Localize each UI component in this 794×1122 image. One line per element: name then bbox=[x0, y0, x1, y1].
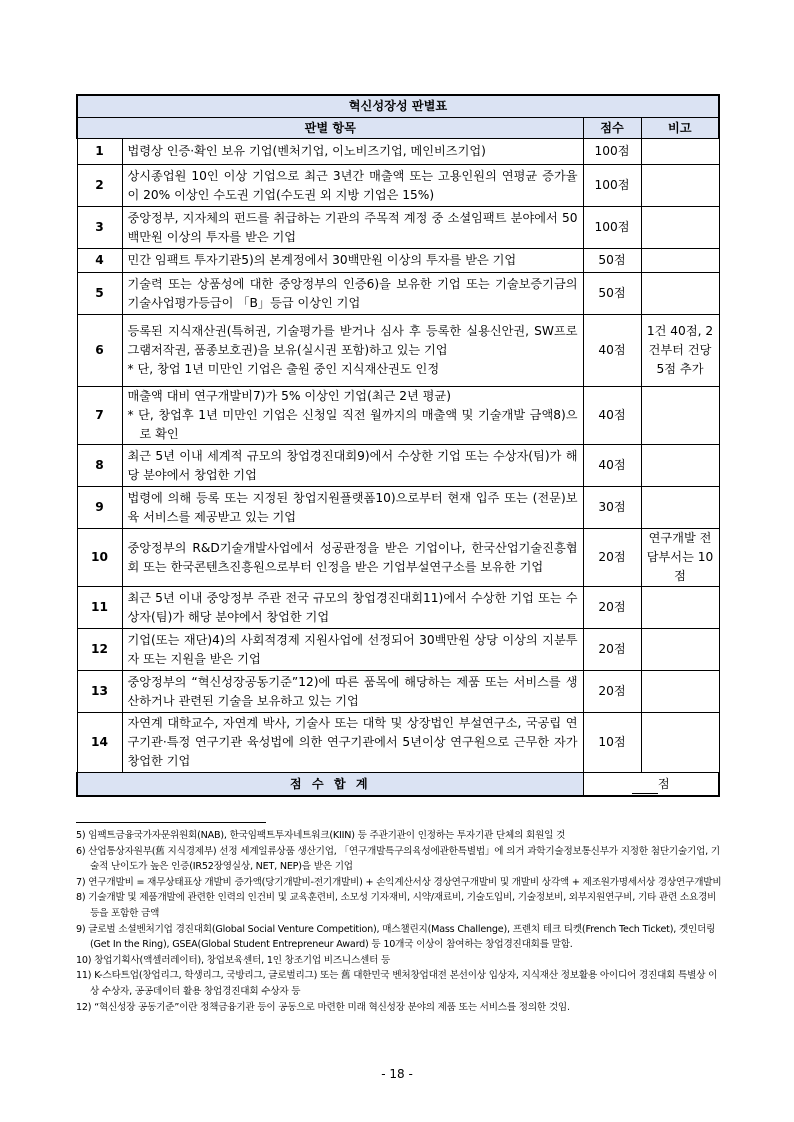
footnote: 9) 글로벌 소셜벤처기업 경진대회(Global Social Venture Competition), 매스챌린지(Mass Challenge), 프렌치 테크 티켓(French Tech Ticket), 겟인더링(Get In the Ring), GSEA(Global Student Entrepreneur Award) 등 10개국 이상이 참여하는 창업경진대회를 말함. bbox=[76, 923, 716, 951]
row-note bbox=[641, 629, 719, 671]
row-criteria bbox=[122, 249, 583, 273]
row-number: 12 bbox=[77, 629, 122, 671]
criteria-exception-note: * 단, 창업후 1년 미만인 기업은 신청일 직전 월까지의 매출액 및 기술개발 금액8)으로 확인 bbox=[127, 408, 578, 441]
footnote: 5) 임팩트금융국가자문위원회(NAB), 한국임팩트투자네트워크(KIIN) 등 주관기관이 인정하는 투자기관 단체의 회원일 것 bbox=[76, 830, 566, 841]
row-criteria bbox=[122, 629, 583, 671]
row-score: 100점 bbox=[583, 165, 641, 207]
row-score: 10점 bbox=[583, 713, 641, 773]
row-note bbox=[641, 249, 719, 273]
table-row bbox=[77, 249, 719, 273]
row-number: 14 bbox=[77, 713, 122, 773]
row-criteria bbox=[122, 587, 583, 629]
criteria-text: 상시종업원 10인 이상 기업으로 최근 3년간 매출액 또는 고용인원의 연평균 증가율이 20% 이상인 수도권 기업(수도권 외 지방 기업은 15%) bbox=[127, 168, 578, 202]
row-number: 6 bbox=[77, 315, 122, 387]
footnotes bbox=[76, 828, 722, 1015]
innovation-growth-assessment-table bbox=[76, 94, 720, 797]
page-number: - 18 - bbox=[381, 1067, 413, 1081]
row-criteria bbox=[122, 445, 583, 487]
row-number: 13 bbox=[77, 671, 122, 713]
row-criteria bbox=[122, 671, 583, 713]
row-note bbox=[641, 671, 719, 713]
criteria-text: 중앙정부의 R&D기술개발사업에서 성공판정을 받은 기업이나, 한국산업기술진흥협회 또는 한국콘텐츠진흥원으로부터 인정을 받은 기업부설연구소를 보유한 기업 bbox=[127, 540, 578, 574]
row-score: 100점 bbox=[583, 139, 641, 165]
row-criteria bbox=[122, 529, 583, 587]
row-number: 4 bbox=[77, 249, 122, 273]
row-score: 100점 bbox=[583, 207, 641, 249]
footnote: 6) 산업통상자원부(舊 지식경제부) 선정 세계일류상품 생산기업, 「연구개발특구의육성에관한특별법」에 의거 과학기술정보통신부가 지정한 첨단기술기업, 기술적 난이도가 높은 인증(IR52장영실상, NET, NEP)을 받은 기업 bbox=[76, 845, 720, 873]
header-note: 비고 bbox=[641, 118, 719, 139]
footnote: 11) K-스타트업(창업리그, 학생리그, 국방리그, 글로벌리그) 또는 舊 대한민국 벤처창업대전 본선이상 입상자, 지식재산 정보활용 아이디어 경진대회 특별상 이상 수상자, 공공데이터 활용 창업경진대회 수상자 등 bbox=[76, 970, 718, 997]
criteria-text: 법령상 인증·확인 보유 기업(벤처기업, 이노비즈기업, 메인비즈기업) bbox=[127, 144, 486, 158]
row-score: 40점 bbox=[583, 445, 641, 487]
row-note bbox=[641, 207, 719, 249]
row-criteria bbox=[122, 165, 583, 207]
table-row bbox=[77, 629, 719, 671]
criteria-text: 기술력 또는 상품성에 대한 중앙정부의 인증6)을 보유한 기업 또는 기술보증기금의 기술사업평가등급이 「B」등급 이상인 기업 bbox=[127, 276, 578, 310]
total-row bbox=[77, 773, 719, 797]
row-score: 30점 bbox=[583, 487, 641, 529]
table-row bbox=[77, 487, 719, 529]
row-note bbox=[641, 713, 719, 773]
row-criteria bbox=[122, 139, 583, 165]
row-number: 11 bbox=[77, 587, 122, 629]
footnote: 7) 연구개발비 = 재무상태표상 개발비 증가액(당기개발비-전기개발비) + 손익계산서상 경상연구개발비 및 개발비 상각액 + 제조원가명세서상 경상연구개발비 bbox=[76, 876, 722, 888]
row-number: 3 bbox=[77, 207, 122, 249]
total-score-unit: 점 bbox=[657, 776, 670, 791]
footnote: 12) “혁신성장 공동기준”이란 정책금융기관 등이 공동으로 마련한 미래 혁신성장 분야의 제품 또는 서비스를 정의한 것임. bbox=[76, 1001, 570, 1013]
row-score: 40점 bbox=[583, 315, 641, 387]
table-row bbox=[77, 315, 719, 387]
row-criteria bbox=[122, 387, 583, 445]
criteria-text: 자연계 대학교수, 자연계 박사, 기술사 또는 대학 및 상장법인 부설연구소, 국공립 연구기관·특정 연구기관 육성법에 의한 연구기관에서 5년이상 연구원으로 근무한 자가 창업한 기업 bbox=[127, 716, 578, 768]
total-label: 점 수 합 계 bbox=[77, 773, 583, 797]
table-row bbox=[77, 207, 719, 249]
total-score-blank bbox=[632, 779, 658, 794]
row-score: 50점 bbox=[583, 273, 641, 315]
criteria-text: 기업(또는 재단)4)의 사회적경제 지원사업에 선정되어 30백만원 상당 이상의 지분투자 또는 지원을 받은 기업 bbox=[127, 632, 578, 666]
criteria-text: 법령에 의해 등록 또는 지정된 창업지원플랫폼10)으로부터 현재 입주 또는 (전문)보육 서비스를 제공받고 있는 기업 bbox=[127, 490, 578, 524]
row-note bbox=[641, 139, 719, 165]
row-note bbox=[641, 387, 719, 445]
header-score: 점수 bbox=[583, 118, 641, 139]
row-number: 1 bbox=[77, 139, 122, 165]
footnote: 8) 기술개발 및 제품개발에 관련한 인력의 인건비 및 교육훈련비, 소모성 기자재비, 시약/재료비, 기술도입비, 기술정보비, 외부지원연구비, 기타 관련 소요경비 등을 포함한 금액 bbox=[76, 892, 717, 919]
row-score: 20점 bbox=[583, 629, 641, 671]
criteria-text: 매출액 대비 연구개발비7)가 5% 이상인 기업(최근 2년 평균) bbox=[127, 389, 451, 403]
footnote-divider bbox=[76, 822, 266, 823]
row-note bbox=[641, 587, 719, 629]
row-number: 10 bbox=[77, 529, 122, 587]
table-row bbox=[77, 587, 719, 629]
table-row bbox=[77, 165, 719, 207]
table-row bbox=[77, 273, 719, 315]
row-score: 50점 bbox=[583, 249, 641, 273]
criteria-text: 최근 5년 이내 중앙정부 주관 전국 규모의 창업경진대회11)에서 수상한 기업 또는 수상자(팀)가 해당 분야에서 창업한 기업 bbox=[127, 590, 578, 624]
row-note: 연구개발 전담부서는 10점 bbox=[641, 529, 719, 587]
row-number: 8 bbox=[77, 445, 122, 487]
criteria-text: 민간 임팩트 투자기관5)의 본계정에서 30백만원 이상의 투자를 받은 기업 bbox=[127, 253, 517, 267]
table-row bbox=[77, 529, 719, 587]
row-criteria bbox=[122, 207, 583, 249]
row-note bbox=[641, 273, 719, 315]
criteria-text: 중앙정부, 지자체의 펀드를 취급하는 기관의 주목적 계정 중 소셜임팩트 분야에서 50백만원 이상의 투자를 받은 기업 bbox=[127, 210, 578, 244]
table-row bbox=[77, 387, 719, 445]
row-number: 5 bbox=[77, 273, 122, 315]
footnote: 10) 창업기획사(액셀러레이터), 창업보육센터, 1인 창조기업 비즈니스센터 등 bbox=[76, 954, 391, 966]
criteria-text: 중앙정부의 “혁신성장공동기준”12)에 따른 품목에 해당하는 제품 또는 서비스를 생산하거나 관련된 기술을 보유하고 있는 기업 bbox=[127, 674, 578, 708]
total-score bbox=[583, 773, 719, 797]
row-score: 20점 bbox=[583, 587, 641, 629]
criteria-exception-note: * 단, 창업 1년 미만인 기업은 출원 중인 지식재산권도 인정 bbox=[127, 362, 440, 376]
table-row bbox=[77, 713, 719, 773]
row-criteria bbox=[122, 487, 583, 529]
row-note: 1건 40점, 2건부터 건당 5점 추가 bbox=[641, 315, 719, 387]
row-note bbox=[641, 487, 719, 529]
row-note bbox=[641, 445, 719, 487]
criteria-text: 등록된 지식재산권(특허권, 기술평가를 받거나 심사 후 등록한 실용신안권, SW프로그램저작권, 품종보호권)을 보유(실시권 포함)하고 있는 기업 bbox=[127, 324, 578, 357]
row-number: 9 bbox=[77, 487, 122, 529]
table-row bbox=[77, 671, 719, 713]
row-note bbox=[641, 165, 719, 207]
row-criteria bbox=[122, 315, 583, 387]
row-score: 40점 bbox=[583, 387, 641, 445]
table-row bbox=[77, 139, 719, 165]
table-title: 혁신성장성 판별표 bbox=[77, 95, 719, 118]
row-number: 7 bbox=[77, 387, 122, 445]
header-criteria: 판별 항목 bbox=[77, 118, 583, 139]
row-number: 2 bbox=[77, 165, 122, 207]
row-score: 20점 bbox=[583, 671, 641, 713]
row-criteria bbox=[122, 273, 583, 315]
row-criteria bbox=[122, 713, 583, 773]
row-score: 20점 bbox=[583, 529, 641, 587]
table-row bbox=[77, 445, 719, 487]
criteria-text: 최근 5년 이내 세계적 규모의 창업경진대회9)에서 수상한 기업 또는 수상자(팀)가 해당 분야에서 창업한 기업 bbox=[127, 448, 578, 482]
